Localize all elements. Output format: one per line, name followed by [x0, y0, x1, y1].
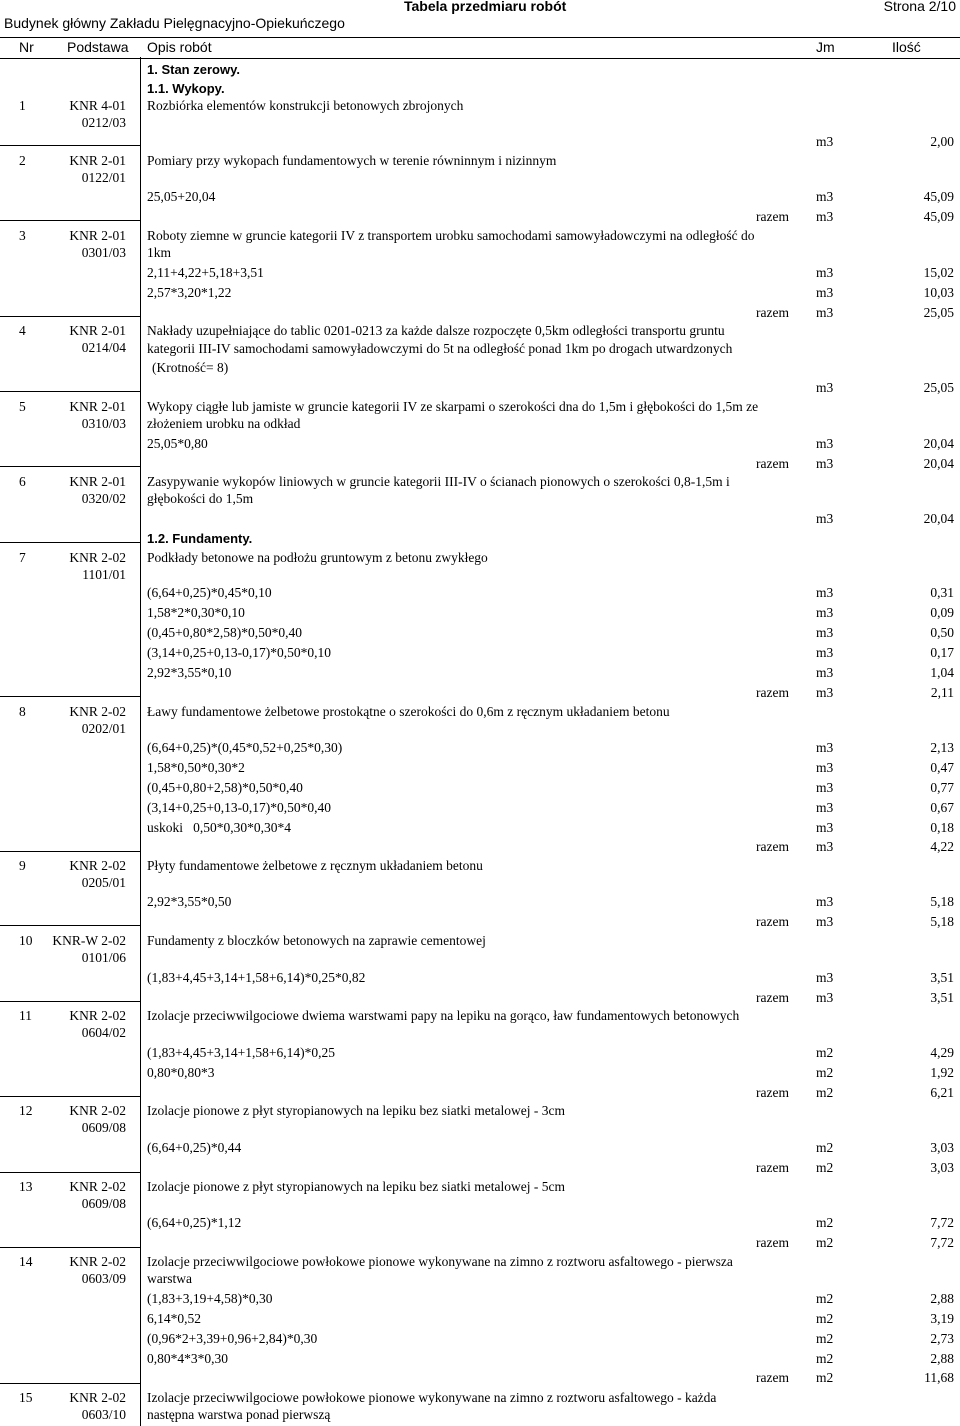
- calc-unit: m2: [816, 1215, 834, 1230]
- total-value: 20,04: [923, 511, 954, 526]
- item-description: następna warstwa ponad pierwszą: [147, 1407, 331, 1422]
- item-basis-table: 0609/08: [81, 1120, 126, 1135]
- calc-value: 2,88: [930, 1351, 954, 1366]
- item-number: 9: [19, 858, 26, 873]
- item-basis-table: 0205/01: [81, 875, 126, 890]
- calc-value: 0,47: [930, 760, 954, 775]
- calc-unit: m3: [816, 265, 834, 280]
- item-description: Podkłady betonowe na podłożu gruntowym z betonu zwykłego: [147, 550, 488, 565]
- total-value: 25,05: [923, 380, 954, 395]
- calc-unit: m3: [816, 894, 834, 909]
- item-number: 14: [19, 1254, 33, 1269]
- item-basis-code: KNR 2-02: [69, 858, 126, 873]
- total-value: 5,18: [930, 914, 954, 929]
- col-podstawa: Podstawa: [67, 39, 129, 55]
- total-label: razem: [756, 1370, 789, 1385]
- item-basis-code: KNR 2-02: [69, 1008, 126, 1023]
- calc-value: 0,31: [930, 585, 954, 600]
- item-description: (Krotność= 8): [152, 360, 229, 375]
- item-basis-table: 0310/03: [81, 416, 126, 431]
- item-number: 15: [19, 1390, 33, 1405]
- row-separator: [0, 316, 140, 317]
- total-unit: m2: [816, 1235, 834, 1250]
- item-description: warstwa: [147, 1271, 192, 1286]
- row-separator: [0, 1247, 140, 1248]
- calc-unit: m3: [816, 760, 834, 775]
- total-label: razem: [756, 456, 789, 471]
- calc-expression: (1,83+4,45+3,14+1,58+6,14)*0,25*0,82: [147, 970, 366, 985]
- total-value: 4,22: [930, 839, 954, 854]
- calc-unit: m2: [816, 1331, 834, 1346]
- item-description: Izolacje pionowe z płyt styropianowych na lepiku bez siatki metalowej - 5cm: [147, 1179, 565, 1194]
- calc-expression: 25,05*0,80: [147, 436, 208, 451]
- total-unit: m3: [816, 839, 834, 854]
- calc-value: 10,03: [923, 285, 954, 300]
- total-unit: m3: [816, 134, 834, 149]
- total-value: 2,00: [930, 134, 954, 149]
- item-description: złożeniem urobku na odkład: [147, 416, 301, 431]
- item-basis-code: KNR 2-02: [69, 1103, 126, 1118]
- calc-unit: m3: [816, 605, 834, 620]
- col-jm: Jm: [816, 39, 835, 55]
- calc-expression: 6,14*0,52: [147, 1311, 201, 1326]
- total-value: 7,72: [930, 1235, 954, 1250]
- item-description: kategorii III-IV samochodami samowyładowczymi do 5t na odległość ponad 1km po drogach utwardzonych: [147, 341, 733, 356]
- calc-expression: (6,64+0,25)*1,12: [147, 1215, 242, 1230]
- total-unit: m3: [816, 456, 834, 471]
- row-separator: [0, 220, 140, 221]
- item-basis-code: KNR 2-01: [69, 228, 126, 243]
- calc-value: 0,67: [930, 800, 954, 815]
- item-description: Rozbiórka elementów konstrukcji betonowych zbrojonych: [147, 98, 464, 113]
- calc-value: 0,50: [930, 625, 954, 640]
- item-description: Izolacje przeciwwilgociowe powłokowe pionowe wykonywane na zimno z roztworu asfaltowego - każda: [147, 1390, 717, 1405]
- calc-value: 3,51: [930, 970, 954, 985]
- calc-unit: m3: [816, 625, 834, 640]
- item-basis-code: KNR 2-02: [69, 1390, 126, 1405]
- calc-value: 0,09: [930, 605, 954, 620]
- item-number: 10: [19, 933, 33, 948]
- calc-value: 0,77: [930, 780, 954, 795]
- total-label: razem: [756, 839, 789, 854]
- item-number: 6: [19, 474, 26, 489]
- total-unit: m3: [816, 511, 834, 526]
- calc-value: 2,73: [930, 1331, 954, 1346]
- total-value: 3,51: [930, 990, 954, 1005]
- item-basis-table: 0301/03: [81, 245, 126, 260]
- calc-expression: (0,45+0,80+2,58)*0,50*0,40: [147, 780, 303, 795]
- calc-unit: m2: [816, 1140, 834, 1155]
- item-description: Nakłady uzupełniające do tablic 0201-0213 za każde dalsze rozpoczęte 0,5km odległości transportu gruntu: [147, 323, 725, 338]
- item-basis-table: 0603/10: [81, 1407, 126, 1422]
- row-separator: [0, 1001, 140, 1002]
- item-basis-table: 0603/09: [81, 1271, 126, 1286]
- calc-expression: (6,64+0,25)*0,44: [147, 1140, 242, 1155]
- item-basis-code: KNR 2-02: [69, 704, 126, 719]
- total-label: razem: [756, 914, 789, 929]
- total-label: razem: [756, 1235, 789, 1250]
- item-description: Ławy fundamentowe żelbetowe prostokątne o szerokości do 0,6m z ręcznym układaniem betonu: [147, 704, 670, 719]
- calc-unit: m3: [816, 780, 834, 795]
- row-separator: [0, 391, 140, 392]
- col-nr: Nr: [19, 39, 34, 55]
- calc-unit: m2: [816, 1065, 834, 1080]
- item-basis-code: KNR 2-02: [69, 1179, 126, 1194]
- calc-expression: (0,45+0,80*2,58)*0,50*0,40: [147, 625, 302, 640]
- item-description: Pomiary przy wykopach fundamentowych w terenie równinnym i nizinnym: [147, 153, 557, 168]
- item-number: 8: [19, 704, 26, 719]
- item-basis-table: 0212/03: [81, 115, 126, 130]
- calc-unit: m3: [816, 189, 834, 204]
- item-number: 2: [19, 153, 26, 168]
- calc-expression: 2,92*3,55*0,10: [147, 665, 232, 680]
- item-number: 13: [19, 1179, 33, 1194]
- calc-expression: (3,14+0,25+0,13-0,17)*0,50*0,10: [147, 645, 331, 660]
- item-description: Fundamenty z bloczków betonowych na zaprawie cementowej: [147, 933, 486, 948]
- section-heading: 1.1. Wykopy.: [147, 81, 225, 96]
- row-separator: [0, 466, 140, 467]
- total-value: 25,05: [923, 305, 954, 320]
- document-name: Budynek główny Zakładu Pielęgnacyjno-Opiekuńczego: [4, 15, 345, 31]
- item-basis-table: 1101/01: [82, 567, 126, 582]
- calc-value: 5,18: [930, 894, 954, 909]
- item-number: 7: [19, 550, 26, 565]
- item-description: Roboty ziemne w gruncie kategorii IV z transportem urobku samochodami samowyładowczymi na odległość do: [147, 228, 755, 243]
- calc-expression: (1,83+4,45+3,14+1,58+6,14)*0,25: [147, 1045, 335, 1060]
- total-unit: m2: [816, 1160, 834, 1175]
- calc-unit: m3: [816, 436, 834, 451]
- item-basis-code: KNR 2-01: [69, 399, 126, 414]
- calc-expression: (6,64+0,25)*(0,45*0,52+0,25*0,30): [147, 740, 343, 755]
- item-number: 12: [19, 1103, 33, 1118]
- total-value: 2,11: [930, 685, 954, 700]
- calc-value: 2,13: [930, 740, 954, 755]
- calc-value: 4,29: [930, 1045, 954, 1060]
- item-basis-code: KNR 2-02: [69, 550, 126, 565]
- total-value: 45,09: [923, 209, 954, 224]
- item-basis-code: KNR-W 2-02: [52, 933, 126, 948]
- item-number: 5: [19, 399, 26, 414]
- total-unit: m2: [816, 1370, 834, 1385]
- item-basis-code: KNR 4-01: [69, 98, 126, 113]
- calc-value: 3,03: [930, 1140, 954, 1155]
- calc-value: 0,18: [930, 820, 954, 835]
- calc-expression: 25,05+20,04: [147, 189, 216, 204]
- total-unit: m3: [816, 990, 834, 1005]
- section-heading: 1.2. Fundamenty.: [147, 531, 253, 546]
- calc-unit: m3: [816, 285, 834, 300]
- item-description: Wykopy ciągłe lub jamiste w gruncie kategorii IV ze skarpami o szerokości dna do 1,5m i głębokości do 1,5m ze: [147, 399, 759, 414]
- item-basis-table: 0604/02: [81, 1025, 126, 1040]
- calc-value: 20,04: [923, 436, 954, 451]
- item-basis-table: 0122/01: [81, 170, 126, 185]
- row-separator: [0, 851, 140, 852]
- calc-unit: m3: [816, 820, 834, 835]
- item-basis-code: KNR 2-01: [69, 474, 126, 489]
- col-ilosc: Ilość: [892, 39, 921, 55]
- item-number: 1: [19, 98, 26, 113]
- item-description: Zasypywanie wykopów liniowych w gruncie kategorii III-IV o ścianach pionowych o szerokości 0,8-1,5m i: [147, 474, 730, 489]
- item-basis-code: KNR 2-01: [69, 153, 126, 168]
- item-number: 3: [19, 228, 26, 243]
- item-description: głębokości do 1,5m: [147, 491, 254, 506]
- total-label: razem: [756, 1085, 789, 1100]
- calc-unit: m2: [816, 1045, 834, 1060]
- calc-expression: 1,58*0,50*0,30*2: [147, 760, 245, 775]
- calc-unit: m2: [816, 1311, 834, 1326]
- item-description: Izolacje przeciwwilgociowe powłokowe pionowe wykonywane na zimno z roztworu asfaltowego - pierwsza: [147, 1254, 733, 1269]
- calc-unit: m3: [816, 970, 834, 985]
- total-unit: m3: [816, 685, 834, 700]
- calc-unit: m3: [816, 665, 834, 680]
- total-value: 11,68: [924, 1370, 954, 1385]
- calc-unit: m3: [816, 585, 834, 600]
- item-basis-table: 0320/02: [81, 491, 126, 506]
- calc-unit: m2: [816, 1351, 834, 1366]
- item-number: 4: [19, 323, 26, 338]
- calc-expression: 0,80*4*3*0,30: [147, 1351, 228, 1366]
- total-label: razem: [756, 685, 789, 700]
- calc-value: 15,02: [923, 265, 954, 280]
- calc-value: 7,72: [930, 1215, 954, 1230]
- row-separator: [0, 1096, 140, 1097]
- row-separator: [0, 696, 140, 697]
- item-basis-table: 0609/08: [81, 1196, 126, 1211]
- total-unit: m3: [816, 380, 834, 395]
- table-title: Tabela przedmiaru robót: [404, 0, 567, 14]
- item-description: Izolacje pionowe z płyt styropianowych na lepiku bez siatki metalowej - 3cm: [147, 1103, 565, 1118]
- calc-value: 1,04: [930, 665, 954, 680]
- calc-expression: 2,11+4,22+5,18+3,51: [147, 265, 264, 280]
- calc-value: 0,17: [930, 645, 954, 660]
- total-unit: m3: [816, 914, 834, 929]
- calc-value: 1,92: [930, 1065, 954, 1080]
- section-heading: 1. Stan zerowy.: [147, 62, 240, 77]
- calc-expression: (6,64+0,25)*0,45*0,10: [147, 585, 272, 600]
- item-description: Izolacje przeciwwilgociowe dwiema warstwami papy na lepiku na gorąco, ław fundamentowych betonowych: [147, 1008, 740, 1023]
- total-label: razem: [756, 990, 789, 1005]
- row-separator: [0, 145, 140, 146]
- total-unit: m3: [816, 305, 834, 320]
- row-separator: [0, 925, 140, 926]
- column-divider: [140, 57, 141, 1426]
- total-label: razem: [756, 305, 789, 320]
- item-basis-table: 0202/01: [81, 721, 126, 736]
- item-number: 11: [19, 1008, 32, 1023]
- total-unit: m3: [816, 209, 834, 224]
- total-value: 3,03: [930, 1160, 954, 1175]
- item-description: 1km: [147, 245, 172, 260]
- calc-unit: m2: [816, 1291, 834, 1306]
- row-separator: [0, 1383, 140, 1384]
- item-basis-code: KNR 2-02: [69, 1254, 126, 1269]
- calc-expression: uskoki 0,50*0,30*0,30*4: [147, 820, 292, 835]
- calc-value: 45,09: [923, 189, 954, 204]
- calc-value: 3,19: [930, 1311, 954, 1326]
- calc-expression: (0,96*2+3,39+0,96+2,84)*0,30: [147, 1331, 318, 1346]
- item-description: Płyty fundamentowe żelbetowe z ręcznym układaniem betonu: [147, 858, 483, 873]
- calc-expression: (3,14+0,25+0,13-0,17)*0,50*0,40: [147, 800, 331, 815]
- total-value: 6,21: [930, 1085, 954, 1100]
- col-opis: Opis robót: [147, 39, 212, 55]
- calc-expression: (1,83+3,19+4,58)*0,30: [147, 1291, 273, 1306]
- item-basis-table: 0214/04: [81, 340, 126, 355]
- row-separator: [0, 1172, 140, 1173]
- total-value: 20,04: [923, 456, 954, 471]
- total-label: razem: [756, 1160, 789, 1175]
- calc-expression: 2,92*3,55*0,50: [147, 894, 232, 909]
- calc-value: 2,88: [930, 1291, 954, 1306]
- row-separator: [0, 542, 140, 543]
- calc-expression: 2,57*3,20*1,22: [147, 285, 232, 300]
- item-basis-table: 0101/06: [81, 950, 126, 965]
- calc-expression: 1,58*2*0,30*0,10: [147, 605, 245, 620]
- total-label: razem: [756, 209, 789, 224]
- page-number: Strona 2/10: [883, 0, 956, 14]
- total-unit: m2: [816, 1085, 834, 1100]
- calc-unit: m3: [816, 740, 834, 755]
- calc-expression: 0,80*0,80*3: [147, 1065, 215, 1080]
- calc-unit: m3: [816, 800, 834, 815]
- column-header-row: [0, 37, 960, 59]
- item-basis-code: KNR 2-01: [69, 323, 126, 338]
- calc-unit: m3: [816, 645, 834, 660]
